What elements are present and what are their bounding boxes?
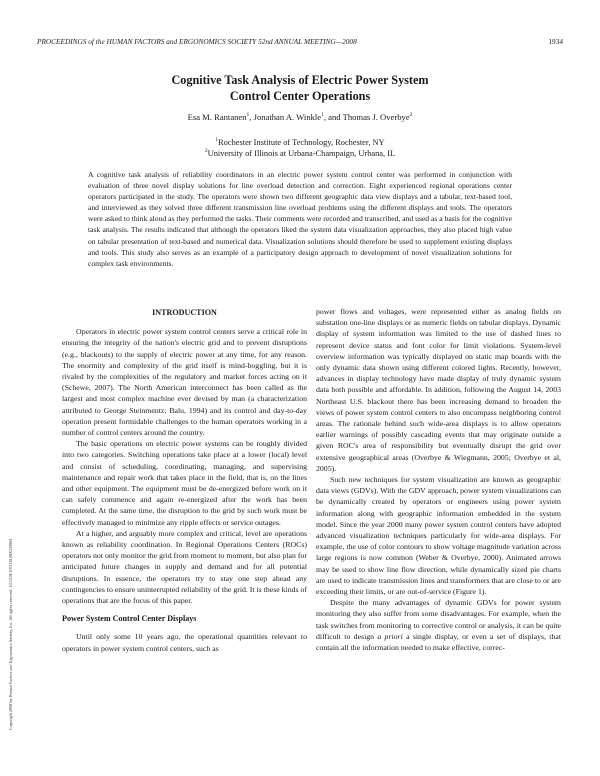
affiliation-2 bbox=[0, 148, 600, 159]
displays-paragraph-2: Such new techniques for system visualization are known as geographic data views (GDVs). With the GDV approach, power system visualizations can be dynamically created by operators or engineers using power system information along with geographic information embedded in the system model. Since the year 2000 many power system control centers have adopted advanced visualization techniques particularly for wide-area displays. For example, the use of color contours to show voltage magnitude variation across large regions is now common (Weber & Overbye, 2000). Animated arrows may be used to show line flow direction, while dynamically sized pie charts are used to indicate transmission lines and transformers that are close to or are exceeding their limits, or are out-of-service (Figure 1). bbox=[316, 475, 561, 597]
author-list bbox=[0, 112, 600, 122]
abstract: A cognitive task analysis of reliability coordinators in an electric power system control center was performed in conjunction with evaluation of three novel display solutions for line overload detection and correction. Eight experienced regional operations center operators participated in the study. The operators were shown two different geographic data view displays and a tabular, text-based tool, and interviewed as they solved three different transmission line overload problems using the different displays and tools. The operators were asked to think aloud as they performed the tasks. Their comments were recorded and transcribed, and used as a basis for the cognitive task analysis. The results indicated that although the operators liked the system data visualization approaches, they also placed high value on tabular presentation of text-based and numerical data. Visualization solutions should therefore be used to supplement existing displays and tools. This study also serves as an example of a participatory design approach to development of novel visualization solutions for complex task environments. bbox=[88, 170, 512, 268]
subsection-heading-displays: Power System Control Center Displays bbox=[62, 614, 197, 624]
a-priori-emphasis: a priori bbox=[377, 631, 403, 641]
displays-paragraph-3-start: Despite the many advantages of dynamic GDVs for power system monitoring they also suffer from some disadvantages. For example, when the task switches from monitoring to corrective control or analysis, it can be quite difficult to design bbox=[316, 598, 561, 641]
author-3-affil-mark: 2 bbox=[409, 112, 413, 119]
paper-title bbox=[0, 72, 600, 104]
intro-paragraph-3: At a higher, and arguably more complex and critical, level are operations known as reliability coordination. In Regional Operations Centers (ROCs) operators not only monitor the grid from moment to moment, but also plan for anticipated future changes in supply and demand and for all potential disruptions. In essence, the operators try to stay one step ahead any contingencies to ensure uninterrupted reliability of the grid. It is these kinds of operations that are the focus of this paper. bbox=[62, 528, 307, 606]
author-2: , Jonathan A. Winkle bbox=[249, 112, 322, 122]
author-1-affil-mark: 1 bbox=[246, 112, 250, 119]
author-3: , and Thomas J. Overbye bbox=[323, 112, 410, 122]
displays-paragraph-3 bbox=[316, 597, 561, 653]
author-2-affil-mark: 1 bbox=[321, 112, 324, 119]
intro-paragraph-1: Operators in electric power system control centers serve a critical role in ensuring the integrity of the nation's electric grid and to prevent disruptions (e.g., blackouts) to the supply of electric power at any time, for any reason. The enormity and complexity of the grid itself is mind-boggling, but it is rivaled by the complexities of the regulatory and market forces acting on it (Schewe, 2007). The North American interconnect has been called as the largest and most complex machine ever devised by man (a characterization attributed to George Steinmentz; Balu, 1994) and its control and day-to-day operation present formidable challenges to the human operators working in a number of control centers around the country. bbox=[62, 327, 307, 438]
displays-paragraph-1-continued: power flows and voltages, were represented either as analog fields on substation one-line displays or as numeric fields on tabular displays. Dynamic display of system information was limited to the use of dashed lines to represent device status and font color for limit violations. System-level overview information was typically displayed on static map boards with the only dynamic data shown using different colored lights. Recently, however, advances in display technology have made display of truly dynamic system data both possible and affordable. In addition, following the August 14, 2003 Northeast U.S. blackout there has been increasing demand to broaden the views of power system control centers to also encompass neighboring control areas. The rationale behind such wide-area displays is to allow operators earlier warnings of possibly cascading events that may originate outside a given ROC's area of responsibility but eventually disrupt the grid over extensive geographical areas (Overbye & Wiegmann, 2005; Overbye et al, 2005). bbox=[316, 307, 561, 473]
affiliation-1-mark: 1 bbox=[215, 137, 219, 144]
copyright-sidebar bbox=[8, 400, 18, 730]
left-column bbox=[62, 304, 307, 654]
displays-paragraph-3-end: a single display, or even a set of displays, that contain all the information needed to make effective, correc- bbox=[316, 631, 561, 653]
right-column bbox=[316, 306, 561, 653]
affiliation-1 bbox=[0, 137, 600, 148]
affiliation-1-text: Rochester Institute of Technology, Rochester, NY bbox=[218, 138, 385, 147]
page-number: 1934 bbox=[548, 37, 563, 46]
running-header bbox=[37, 37, 563, 49]
displays-paragraph-1: Until only some 10 years ago, the operational quantities relevant to operators in power system control centers, such as bbox=[62, 632, 307, 653]
author-1: Esa M. Rantanen bbox=[187, 112, 247, 122]
title-line-1: Cognitive Task Analysis of Electric Power System bbox=[171, 73, 429, 87]
affiliation-2-mark: 2 bbox=[204, 148, 208, 155]
affiliations bbox=[0, 137, 600, 159]
affiliation-2-text: University of Illinois at Urbana-Champaign, Urbana, IL bbox=[207, 149, 396, 158]
title-line-2: Control Center Operations bbox=[229, 89, 371, 103]
section-heading-introduction: INTRODUCTION bbox=[152, 308, 217, 317]
copyright-notice: Copyright 2008 by Human Factors and Ergonomics Society, Inc. All rights reserved. 10.1518/107118108X350861 bbox=[8, 538, 13, 730]
intro-paragraph-2: The basic operations on electric power systems can be roughly divided into two categories. Switching operations take place at a lower (local) level and consist of scheduling, coordinating, managing, and supervising maintenance and repair work that takes place in the field, that is, on the lines and other equipment. The equipment must be de-energized before work on it can safely commence and again re-energized after the work has been completed. At the same time, the disruption to the grid by such work must be effectively managed to minimize any ripple effects or service outages. bbox=[62, 439, 307, 527]
journal-header: PROCEEDINGS of the HUMAN FACTORS and ERGONOMICS SOCIETY 52nd ANNUAL MEETING—2008 bbox=[37, 37, 357, 46]
